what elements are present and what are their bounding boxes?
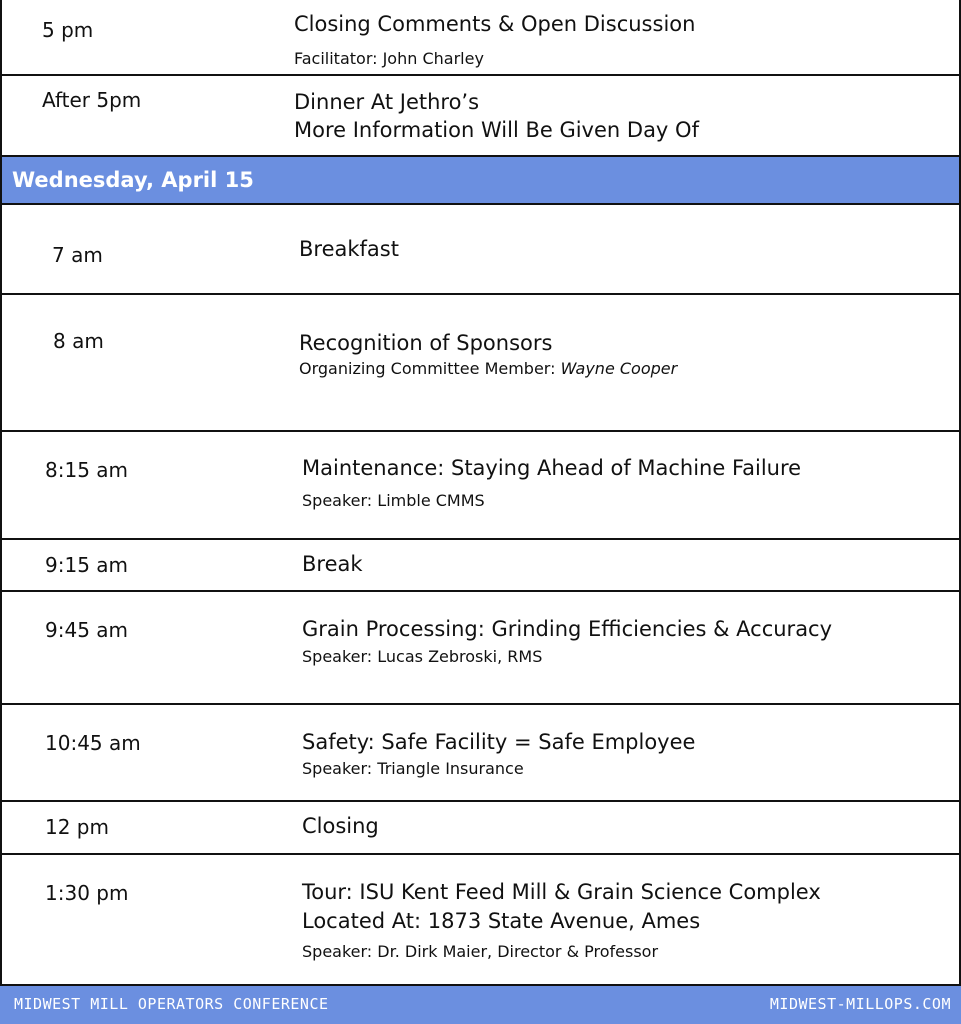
- session-detail: More Information Will Be Given Day Of: [294, 118, 699, 142]
- session-title: Breakfast: [299, 237, 399, 261]
- session-speaker: Speaker: Triangle Insurance: [302, 759, 524, 778]
- schedule-row-945am: [0, 590, 961, 705]
- session-title: Grain Processing: Grinding Efficiencies & Accuracy: [302, 617, 833, 641]
- schedule-row-130pm: [0, 853, 961, 986]
- session-title: Dinner At Jethro’s: [294, 90, 480, 114]
- session-title: Recognition of Sponsors: [299, 331, 553, 355]
- session-time: 1:30 pm: [45, 881, 129, 905]
- footer-website: MIDWEST-MILLOPS.COM: [769, 995, 951, 1013]
- session-title: Break: [302, 552, 363, 576]
- session-speaker: Speaker: Limble CMMS: [302, 491, 485, 510]
- session-time: 12 pm: [45, 815, 109, 839]
- schedule-row-after-5pm: [0, 74, 961, 157]
- session-facilitator: Facilitator: John Charley: [294, 49, 484, 68]
- schedule-row-815am: [0, 430, 961, 540]
- session-title: Safety: Safe Facility = Safe Employee: [302, 730, 696, 754]
- session-title: Tour: ISU Kent Feed Mill & Grain Science Complex: [302, 880, 821, 904]
- session-speaker: Speaker: Lucas Zebroski, RMS: [302, 647, 543, 666]
- session-time: 9:45 am: [45, 618, 129, 642]
- session-time: 10:45 am: [45, 731, 141, 755]
- footer-conference-name: MIDWEST MILL OPERATORS CONFERENCE: [14, 995, 329, 1013]
- session-title: Maintenance: Staying Ahead of Machine Failure: [302, 456, 802, 480]
- session-time: 8:15 am: [45, 458, 129, 482]
- day-header: Wednesday, April 15: [0, 155, 961, 205]
- sponsor-name: Wayne Cooper: [560, 359, 678, 378]
- session-sponsor-line: [299, 359, 677, 379]
- session-time: 5 pm: [42, 18, 94, 42]
- session-time: 7 am: [52, 243, 103, 267]
- session-time: 9:15 am: [45, 553, 129, 577]
- session-speaker: Speaker: Dr. Dirk Maier, Director & Professor: [302, 942, 659, 961]
- session-title: Closing: [302, 814, 379, 838]
- schedule-row-915am: [0, 538, 961, 592]
- schedule-row-5pm: [0, 0, 961, 76]
- schedule-row-8am: [0, 293, 961, 432]
- session-time: 8 am: [53, 329, 104, 353]
- page-footer: [0, 984, 961, 1024]
- session-location: Located At: 1873 State Avenue, Ames: [302, 909, 701, 933]
- schedule-row-7am: [0, 205, 961, 295]
- sponsor-label: Organizing Committee Member:: [299, 359, 561, 378]
- schedule-row-12pm: [0, 800, 961, 855]
- schedule-row-1045am: [0, 703, 961, 802]
- session-time: After 5pm: [42, 88, 142, 112]
- session-title: Closing Comments & Open Discussion: [294, 12, 696, 36]
